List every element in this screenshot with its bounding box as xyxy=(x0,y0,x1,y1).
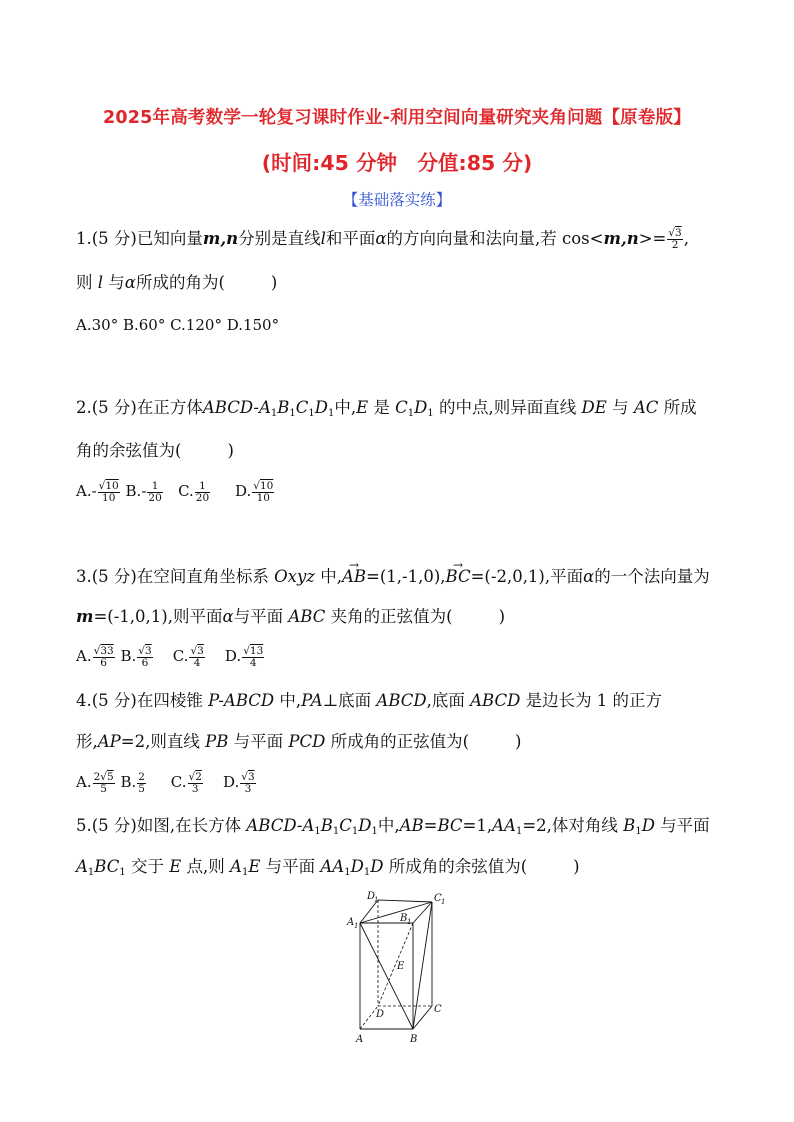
page-subtitle: (时间:45 分钟 分值:85 分) xyxy=(261,151,533,175)
question-2-line-1: 2.(5 分)在正方体ABCD-$A_1B_1C_1D_1$中,E 是 $C_1D_1$ 的中点,则异面直线 DE 与 AC 所成 xyxy=(76,398,697,419)
label-b: B xyxy=(410,1034,418,1045)
section-heading: 【基础落实练】 xyxy=(342,191,452,209)
svg-text:1: 1 xyxy=(441,898,446,906)
question-4-options: A. $\frac{2√5}{5}$ B. $\frac{2}{5}$ C. $\frac{√2}{3}$ D. $\frac{√3}{3}$ xyxy=(76,770,255,795)
question-4-line-2: 形,AP=2,则直线 PB 与平面 PCD 所成角的正弦值为( ) xyxy=(76,732,522,751)
edge-d1c1 xyxy=(378,900,432,902)
question-5-line-1: 5.(5 分)如图,在长方体 ABCD-$A_1B_1C_1D_1$中$,AB=BC=1,AA_1=2$,体对角线 $B_1D$ 与平面 xyxy=(76,816,710,837)
label-c1: C xyxy=(434,893,442,904)
question-5-line-2: $A_1BC_1$ 交于 E 点,则 $A_1E$ 与平面 $AA_1D_1D$ 所成角的余弦值为( ) xyxy=(76,857,580,878)
diagonal-a1b xyxy=(360,923,413,1029)
question-2-options: A.- $\frac{√10}{10}$ B.- $\frac{1}{20}$ C. $\frac{1}{20}$ D. $\frac{√10}{10}$ xyxy=(76,479,274,504)
question-3-options: A. $\frac{√33}{6}$ B. $\frac{√3}{6}$ C. $\frac{√3}{4}$ D. $\frac{√13}{4}$ xyxy=(76,644,264,669)
question-3-line-2: m=(-1,0,1),则平面α与平面 ABC 夹角的正弦值为( ) xyxy=(76,607,505,626)
question-2-line-2: 角的余弦值为( ) xyxy=(76,441,234,460)
label-e: E xyxy=(397,961,405,972)
label-a: A xyxy=(356,1034,364,1045)
label-d: D xyxy=(376,1009,385,1020)
label-a1: A xyxy=(347,917,355,928)
page-title: 2025年高考数学一轮复习课时作业-利用空间向量研究夹角问题【原卷版】 xyxy=(103,108,691,128)
question-4-line-1: 4.(5 分)在四棱锥 P-ABCD 中,PA⊥底面 ABCD,底面 ABCD 是边长为 1 的正方 xyxy=(76,691,663,710)
label-c: C xyxy=(434,1004,442,1015)
svg-text:1: 1 xyxy=(407,918,412,926)
fraction: $\frac{√3}{2}$ xyxy=(668,227,682,251)
label-b1: B xyxy=(400,913,408,924)
question-1-line-2: 则 l 与α所成的角为( ) xyxy=(76,273,278,292)
prism-figure xyxy=(340,888,450,1048)
question-1-options: A.30° B.60° C.120° D.150° xyxy=(76,316,280,334)
svg-text:1: 1 xyxy=(354,922,359,930)
question-1-line-1: 1.(5 分)已知向量m,n分别是直线l和平面α的方向向量和法向量,若 cos<m,n>= $\frac{√3}{2}$ , xyxy=(76,227,689,251)
diagonal-a1c1 xyxy=(360,902,432,923)
label-d1: D xyxy=(367,891,376,902)
svg-text:1: 1 xyxy=(374,896,379,904)
question-3-line-1: 3.(5 分)在空间直角坐标系 Oxyz 中,→ AB=(1,-1,0),→ BC=(-2,0,1),平面α的一个法向量为 xyxy=(76,566,710,588)
